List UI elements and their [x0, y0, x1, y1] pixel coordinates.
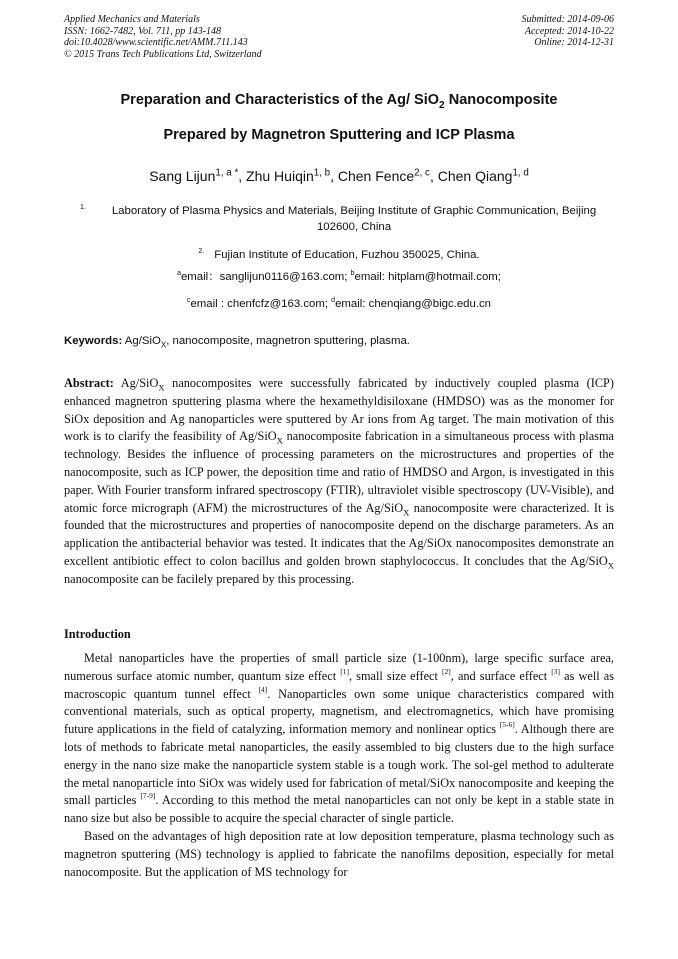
affiliation-text: Laboratory of Plasma Physics and Materials, Beijing Institute of Graphic Communication, Beijing 102600, China	[111, 205, 597, 233]
affiliation-2: $^{2.}$ Fujian Institute of Education, Fuzhou 350025, China.	[198, 248, 480, 261]
introduction-body	[64, 650, 614, 881]
affiliation-1	[80, 203, 610, 235]
citation: [3]	[551, 666, 561, 676]
journal-doi: doi:10.4028/www.scientific.net/AMM.711.143	[64, 37, 248, 49]
author-name: Sang Lijun	[149, 168, 216, 184]
author-name: Zhu Huiqin	[246, 168, 314, 184]
email-line-2: $^c$email : chenfcfz@163.com; $^d$email: chenqiang@bigc.edu.cn	[186, 297, 492, 310]
journal-copyright: © 2015 Trans Tech Publications Ltd, Switzerland	[64, 48, 262, 60]
section-heading: Introduction	[64, 627, 131, 641]
paper-title-line1: Preparation and Characteristics of the Ag/ SiO$_2$ Nanocomposite	[120, 92, 558, 111]
keywords: Keywords: Ag/SiO$_X$, nanocomposite, magnetron sputtering, plasma.	[64, 335, 410, 350]
citation: [5-6]	[499, 720, 515, 730]
author-name: Chen Fence	[337, 168, 415, 184]
accepted-date: Accepted: 2014-10-22	[524, 25, 614, 37]
author-list: Sang Lijun$^{1, a *}$, Zhu Huiqin$^{1, b}$, Chen Fence$^{2, c}$, Chen Qiang$^{1, d}$	[149, 167, 529, 184]
paragraph: Metal nanoparticles have the properties of small particle size (1-100nm), large specific surface area, numerous surface atomic number, quantum size effect [1], small size effect [2], and surface effect [3] as well as macroscopic quantum tunnel effect [4]. Nanoparticles own some unique characteristics compared with conventional materials, such as optical property, magnetism, and electromagnetics, which have promising future applications in the field of catalyzing, information memory and nonlinear optics [5-6]. Although there are lots of methods to fabricate metal nanoparticles, the easily assembled to big clusters due to the high surface energy in the nano size make the nanoparticle system stable is a tough work. The sol-gel method to adulterate the metal nanoparticle into SiOx was widely used for fabrication of metal/SiOx nanocomposite and keeping the small particles [7-9]. According to this method the metal nanoparticles can not only be kept in a stable state in nano size but also be possible to acquire the special character of single particle.	[64, 651, 615, 826]
journal-name: Applied Mechanics and Materials	[64, 14, 200, 25]
affiliation-number: 1.	[80, 204, 86, 211]
online-date: Online: 2014-12-31	[534, 37, 614, 49]
dates-header	[522, 14, 615, 49]
citation: [1]	[340, 666, 349, 676]
submitted-date: Submitted: 2014-09-06	[521, 14, 614, 25]
citation: [4]	[258, 684, 268, 694]
journal-header	[64, 14, 262, 60]
citation: [2]	[442, 666, 451, 676]
abstract-label: Abstract:	[64, 376, 114, 390]
email-line-1: $^a$email：sanglijun0116@163.com; $^b$email: hitplam@hotmail.com;	[177, 270, 501, 283]
paragraph: Based on the advantages of high deposition rate at low deposition temperature, plasma technology such as magnetron sputtering (MS) technology is applied to fabricate the nanofilms deposition, especially for metal nanocomposite. But the application of MS technology for	[64, 828, 614, 879]
author-name: Chen Qiang	[437, 168, 513, 184]
paper-title-line2: Prepared by Magnetron Sputtering and ICP Plasma	[163, 127, 515, 143]
citation: [7-9]	[140, 791, 156, 801]
abstract: Abstract: Ag/SiO$_X$ nanocomposites were successfully fabricated by inductively coupled plasma (ICP) enhanced magnetron sputtering plasma where the hexamethyldisiloxane (HMDSO) was as the monomer for SiOx deposition and Ag nanoparticles were sputtered by Ar ions from Ag target. The main motivation of this work is to clarify the feasibility of Ag/SiO$_X$ nanocomposite fabrication in a simultaneous process with plasma technology. Besides the influence of processing parameters on the microstructures and properties of the nanocomposite, such as ICP power, the deposition time and ratio of HMDSO and Argon, is investigated in this paper. With Fourier transform infrared spectroscopy (FTIR), ultraviolet visible spectroscopy (UV-Visible), and atomic force micrograph (AFM) the microstructures of the Ag/SiO$_X$ nanocomposite were characterized. It is founded that the microstructures and properties of nanocomposite depend on the discharge parameters. As an application the antibacterial behavior was tested. It indicates that the Ag/SiOx nanocomposites demonstrate an excellent antibiotic effect to colon bacillus and golden brown staphylococcus. It concludes that the Ag/SiO$_X$ nanocomposite can be facilely prepared by this processing.	[64, 376, 614, 586]
journal-issn: ISSN: 1662-7482, Vol. 711, pp 143-148	[64, 25, 222, 37]
keywords-label: Keywords:	[64, 335, 123, 347]
